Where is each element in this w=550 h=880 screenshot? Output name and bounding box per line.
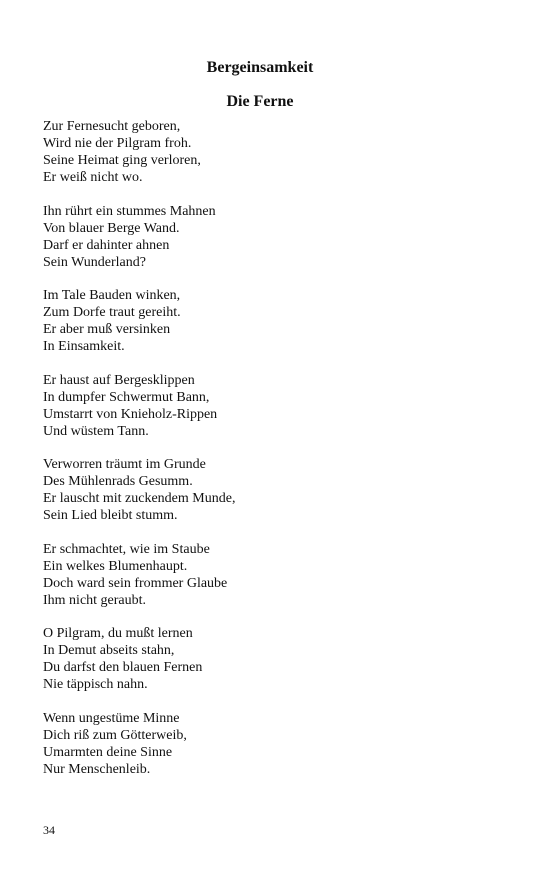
poem-line: Ihn rührt ein stummes Mahnen <box>43 203 216 219</box>
stanza <box>43 287 503 355</box>
poem-line: In Demut abseits stahn, <box>43 643 175 658</box>
poem-line: Ein welkes Blumenhaupt. <box>43 558 188 574</box>
poem-line: Wenn ungestüme Minne <box>43 710 180 726</box>
stanza <box>43 541 503 609</box>
poem-line: O Pilgram, du mußt lernen <box>43 626 193 641</box>
poem-line: Seine Heimat ging verloren, <box>43 153 201 168</box>
poem-line: Du darfst den blauen Fernen <box>43 660 203 675</box>
poem-line: Ihm nicht geraubt. <box>43 592 147 608</box>
poem-line: Er aber muß versinken <box>43 322 171 337</box>
poem-line: Wird nie der Pilgram froh. <box>43 136 192 151</box>
poem-line: Zur Fernesucht geboren, <box>43 119 181 134</box>
poem-line: In dumpfer Schwermut Bann, <box>43 389 210 405</box>
poem-line: Dich riß zum Götterweib, <box>43 727 187 743</box>
stanza <box>43 372 503 440</box>
stanza <box>43 625 503 693</box>
poem-line: Er schmachtet, wie im Staube <box>43 541 210 557</box>
poem-line: Nie täppisch nahn. <box>43 677 148 692</box>
page-number: 34 <box>43 823 55 837</box>
poem-body <box>43 118 503 794</box>
poem-line: Sein Wunderland? <box>43 254 146 270</box>
poem-line: Im Tale Bauden winken, <box>43 288 181 303</box>
stanza <box>43 710 503 778</box>
poem-line: Des Mühlenrads Gesumm. <box>43 474 193 489</box>
poem-line: Umarmten deine Sinne <box>43 744 173 760</box>
poem-line: In Einsamkeit. <box>43 339 125 354</box>
poem-line: Er lauscht mit zuckendem Munde, <box>43 491 236 506</box>
poem-line: Und wüstem Tann. <box>43 423 149 439</box>
poem-line: Umstarrt von Knieholz-Rippen <box>43 406 218 422</box>
poem-line: Von blauer Berge Wand. <box>43 220 180 236</box>
poem-title: Die Ferne <box>226 93 294 110</box>
section-title: Bergeinsamkeit <box>206 59 314 76</box>
poem-line: Verworren träumt im Grunde <box>43 457 206 472</box>
stanza <box>43 456 503 524</box>
poem-line: Er weiß nicht wo. <box>43 170 143 185</box>
poem-line: Darf er dahinter ahnen <box>43 237 170 253</box>
stanza <box>43 203 503 271</box>
poem-line: Er haust auf Bergesklippen <box>43 372 195 388</box>
poem-line: Nur Menschenleib. <box>43 761 151 777</box>
poem-line: Sein Lied bleibt stumm. <box>43 508 178 523</box>
poem-line: Zum Dorfe traut gereiht. <box>43 305 181 320</box>
poem-line: Doch ward sein frommer Glaube <box>43 575 228 591</box>
stanza <box>43 118 503 186</box>
